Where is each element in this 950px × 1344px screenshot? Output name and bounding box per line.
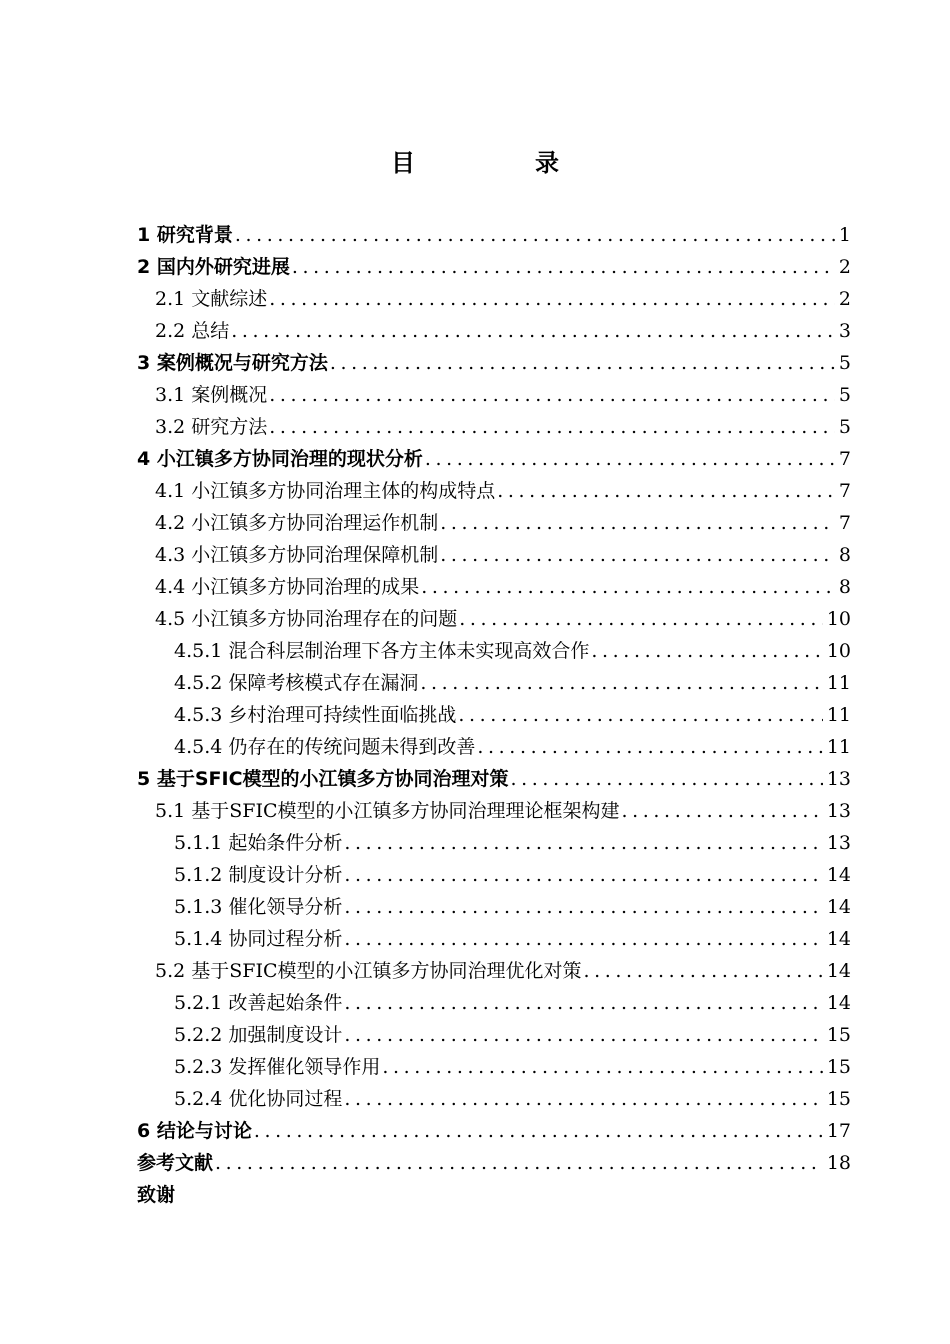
toc-entry-page-number: 10 — [826, 608, 851, 630]
toc-entry[interactable] — [137, 859, 851, 891]
toc-dot-leader — [458, 699, 822, 731]
toc-entry-page-number: 10 — [826, 640, 851, 662]
toc-entry-page-number: 5 — [838, 416, 851, 438]
toc-entry[interactable] — [137, 379, 851, 411]
toc-dot-leader — [344, 891, 822, 923]
toc-entry-page-number: 3 — [838, 320, 851, 342]
toc-dot-leader — [382, 1051, 822, 1083]
toc-entry-page-number: 7 — [838, 512, 851, 534]
toc-entry-page-number: 2 — [838, 288, 851, 310]
toc-entry[interactable] — [137, 251, 851, 283]
toc-entry[interactable] — [137, 987, 851, 1019]
toc-entry-page-number: 11 — [826, 704, 851, 726]
toc-entry-label: 3.2 研究方法 — [155, 416, 268, 438]
toc-dot-leader — [292, 251, 835, 283]
toc-entry-label: 2.2 总结 — [155, 320, 230, 342]
toc-entry[interactable] — [137, 571, 851, 603]
table-of-contents — [137, 219, 851, 1211]
toc-dot-leader — [344, 987, 822, 1019]
toc-entry[interactable] — [137, 891, 851, 923]
toc-entry[interactable] — [137, 731, 851, 763]
toc-dot-leader — [269, 379, 835, 411]
toc-entry[interactable] — [137, 411, 851, 443]
toc-entry-label: 5.1 基于SFIC模型的小江镇多方协同治理理论框架构建 — [155, 800, 620, 822]
toc-entry-label: 4.5.4 仍存在的传统问题未得到改善 — [174, 736, 476, 758]
toc-entry[interactable] — [137, 923, 851, 955]
toc-entry-page-number: 15 — [826, 1024, 851, 1046]
toc-entry-label: 1 研究背景 — [137, 224, 233, 246]
toc-entry-page-number: 15 — [826, 1056, 851, 1078]
toc-entry-label: 致谢 — [137, 1184, 176, 1206]
toc-dot-leader — [330, 347, 835, 379]
toc-entry-label: 5.1.4 协同过程分析 — [174, 928, 343, 950]
toc-entry[interactable] — [137, 1019, 851, 1051]
toc-entry-label: 4.3 小江镇多方协同治理保障机制 — [155, 544, 439, 566]
toc-dot-leader — [477, 731, 822, 763]
toc-entry-page-number: 15 — [826, 1088, 851, 1110]
toc-dot-leader — [425, 443, 835, 475]
toc-entry-label: 4.1 小江镇多方协同治理主体的构成特点 — [155, 480, 496, 502]
toc-dot-leader — [584, 955, 823, 987]
toc-entry-label: 5.2.2 加强制度设计 — [174, 1024, 343, 1046]
toc-entry[interactable] — [137, 315, 851, 347]
toc-entry-label: 3.1 案例概况 — [155, 384, 268, 406]
toc-entry-page-number: 8 — [838, 576, 851, 598]
toc-entry-page-number: 13 — [826, 768, 851, 790]
toc-dot-leader — [235, 219, 835, 251]
toc-dot-leader — [440, 539, 835, 571]
toc-entry-page-number: 13 — [826, 800, 851, 822]
toc-entry[interactable] — [137, 795, 851, 827]
toc-entry-page-number: 11 — [826, 736, 851, 758]
toc-entry-page-number: 14 — [826, 928, 851, 950]
toc-dot-leader — [440, 507, 835, 539]
toc-entry-label: 5 基于SFIC模型的小江镇多方协同治理对策 — [137, 768, 509, 790]
toc-entry-page-number: 8 — [838, 544, 851, 566]
toc-entry-page-number: 17 — [826, 1120, 851, 1142]
toc-entry[interactable] — [137, 763, 851, 795]
toc-dot-leader — [591, 635, 822, 667]
toc-entry-page-number: 2 — [838, 256, 851, 278]
toc-entry-label: 4.4 小江镇多方协同治理的成果 — [155, 576, 420, 598]
toc-entry-page-number: 7 — [838, 448, 851, 470]
toc-entry-page-number: 1 — [838, 224, 851, 246]
toc-entry-label: 2.1 文献综述 — [155, 288, 268, 310]
toc-dot-leader — [459, 603, 823, 635]
toc-entry-page-number: 13 — [826, 832, 851, 854]
toc-entry-page-number: 5 — [838, 384, 851, 406]
toc-entry[interactable] — [137, 539, 851, 571]
toc-entry-page-number: 11 — [826, 672, 851, 694]
toc-entry-page-number: 7 — [838, 480, 851, 502]
toc-entry-label: 2 国内外研究进展 — [137, 256, 290, 278]
toc-entry[interactable] — [137, 283, 851, 315]
toc-entry-label: 4.2 小江镇多方协同治理运作机制 — [155, 512, 439, 534]
toc-entry-label: 参考文献 — [137, 1152, 214, 1174]
toc-dot-leader — [269, 411, 835, 443]
toc-entry-page-number: 14 — [826, 864, 851, 886]
toc-dot-leader — [231, 315, 835, 347]
toc-entry-label: 5.2 基于SFIC模型的小江镇多方协同治理优化对策 — [155, 960, 582, 982]
toc-dot-leader — [344, 1083, 822, 1115]
toc-entry[interactable] — [137, 1051, 851, 1083]
toc-dot-leader — [344, 923, 822, 955]
toc-dot-leader — [511, 763, 823, 795]
toc-entry[interactable] — [137, 603, 851, 635]
toc-dot-leader — [344, 1019, 822, 1051]
toc-entry-page-number: 14 — [826, 960, 851, 982]
toc-entry[interactable] — [137, 667, 851, 699]
toc-entry[interactable] — [137, 1115, 851, 1147]
toc-entry-label: 5.1.2 制度设计分析 — [174, 864, 343, 886]
toc-entry-page-number: 5 — [838, 352, 851, 374]
toc-dot-leader — [497, 475, 835, 507]
toc-entry-label: 4.5.1 混合科层制治理下各方主体未实现高效合作 — [174, 640, 590, 662]
toc-entry[interactable] — [137, 443, 851, 475]
toc-dot-leader — [344, 827, 822, 859]
toc-entry-label: 5.1.1 起始条件分析 — [174, 832, 343, 854]
toc-entry-label: 5.2.4 优化协同过程 — [174, 1088, 343, 1110]
toc-entry-label: 5.1.3 催化领导分析 — [174, 896, 343, 918]
toc-entry[interactable] — [137, 955, 851, 987]
toc-entry-label: 3 案例概况与研究方法 — [137, 352, 328, 374]
toc-entry[interactable] — [137, 827, 851, 859]
toc-entry[interactable] — [137, 1147, 851, 1179]
toc-entry[interactable] — [137, 347, 851, 379]
toc-entry-label: 6 结论与讨论 — [137, 1120, 252, 1142]
toc-entry-label: 4.5 小江镇多方协同治理存在的问题 — [155, 608, 458, 630]
toc-entry-label: 4 小江镇多方协同治理的现状分析 — [137, 448, 423, 470]
toc-entry[interactable] — [137, 635, 851, 667]
toc-entry-page-number: 18 — [826, 1152, 851, 1174]
toc-entry[interactable] — [137, 699, 851, 731]
toc-entry-acknowledgements[interactable] — [137, 1179, 851, 1211]
toc-entry[interactable] — [137, 475, 851, 507]
toc-dot-leader — [215, 1147, 823, 1179]
toc-dot-leader — [420, 667, 822, 699]
toc-entry[interactable] — [137, 507, 851, 539]
toc-entry-label: 5.2.1 改善起始条件 — [174, 992, 343, 1014]
toc-entry-label: 4.5.3 乡村治理可持续性面临挑战 — [174, 704, 457, 726]
toc-dot-leader — [254, 1115, 823, 1147]
toc-title: 目 录 — [391, 149, 607, 177]
toc-entry[interactable] — [137, 1083, 851, 1115]
toc-entry-page-number: 14 — [826, 992, 851, 1014]
toc-entry-page-number: 14 — [826, 896, 851, 918]
toc-dot-leader — [622, 795, 823, 827]
toc-dot-leader — [344, 859, 822, 891]
toc-entry-label: 4.5.2 保障考核模式存在漏洞 — [174, 672, 419, 694]
toc-entry[interactable] — [137, 219, 851, 251]
toc-dot-leader — [421, 571, 835, 603]
toc-entry-label: 5.2.3 发挥催化领导作用 — [174, 1056, 381, 1078]
toc-dot-leader — [269, 283, 835, 315]
